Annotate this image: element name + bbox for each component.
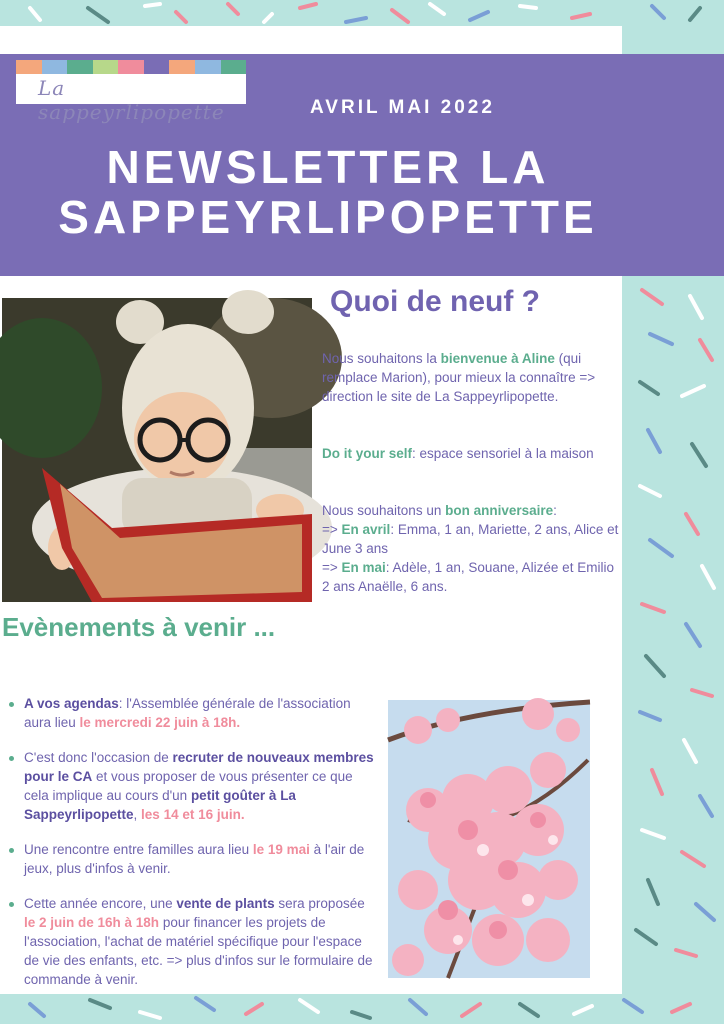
bullet-icon xyxy=(9,848,14,853)
diy-highlight: Do it your self xyxy=(322,446,413,461)
bullet-icon xyxy=(9,702,14,707)
recruit-text-2: et vous proposer de vous présenter ce que cela implique au cours d'un xyxy=(24,769,353,803)
list-item xyxy=(24,748,374,824)
title-line-2: SAPPEYRLIPOPETTE xyxy=(58,191,598,243)
birthday-highlight: bon anniversaire xyxy=(445,503,554,518)
birthday-text: Nous souhaitons un xyxy=(322,503,446,518)
bullet-icon xyxy=(9,902,14,907)
baby-reading-photo xyxy=(2,298,312,602)
logo-text: La sappeyrlipopette xyxy=(38,76,225,124)
gouter-highlight: petit goûter à La Sappeyrlipopette xyxy=(24,788,296,822)
cherry-blossom-photo xyxy=(388,700,590,978)
events-list xyxy=(24,694,374,1005)
recruit-text: C'est donc l'occasion de xyxy=(24,750,173,765)
meeting-text-2: à l'air de jeux, plus d'infos à venir. xyxy=(24,842,365,876)
recruit-text-3: , xyxy=(133,807,142,822)
issue-date: AVRIL MAI 2022 xyxy=(310,97,495,118)
recruit-highlight: recruter de nouveaux membres pour le CA xyxy=(24,750,374,784)
plants-text: Cette année encore, une xyxy=(24,896,177,911)
welcome-paragraph xyxy=(322,349,622,406)
agenda-text: : l'Assemblée générale de l'association aura lieu xyxy=(24,696,351,730)
plants-text-2: sera proposée xyxy=(274,896,365,911)
diy-paragraph xyxy=(322,444,622,463)
logo xyxy=(16,60,246,124)
welcome-highlight: bienvenue à Aline xyxy=(440,351,555,366)
logo-color-stripe xyxy=(16,60,246,74)
list-item xyxy=(24,840,374,878)
events-heading: Evènements à venir ... xyxy=(2,612,276,642)
april-arrow: => xyxy=(322,522,342,537)
may-names: : Adèle, 1 an, Souane, Alizée et Emilio 2 ans Anaëlle, 6 ans. xyxy=(322,560,614,594)
april-label: En avril xyxy=(341,522,391,537)
plants-highlight: vente de plants xyxy=(176,896,275,911)
april-names: : Emma, 1 an, Mariette, 2 ans, Alice et June 3 ans xyxy=(322,522,619,556)
plants-date: le 2 juin de 16h à 18h xyxy=(24,915,160,930)
birthday-colon: : xyxy=(553,503,557,518)
gouter-dates: les 14 et 16 juin. xyxy=(141,807,245,822)
plants-text-3: pour financer les projets de l'association, l'achat de matériel spécifique pour l'espace de vie des enfants, etc. => plus d'infos sur le formulaire de commande à venir. xyxy=(24,915,373,987)
list-item xyxy=(24,894,374,989)
title-line-1: NEWSLETTER LA xyxy=(106,141,550,193)
welcome-text: Nous souhaitons la xyxy=(322,351,441,366)
newsletter-title xyxy=(28,142,628,242)
agenda-label: A vos agendas xyxy=(24,696,119,711)
bullet-icon xyxy=(9,756,14,761)
welcome-text-2: (qui remplace Marion), pour mieux la connaître => direction le site de La Sappeyrlipopette. xyxy=(322,351,596,404)
agenda-date: le mercredi 22 juin à 18h. xyxy=(79,715,241,730)
may-arrow: => xyxy=(322,560,342,575)
list-item xyxy=(24,694,374,732)
meeting-text: Une rencontre entre familles aura lieu xyxy=(24,842,253,857)
diy-text: : espace sensoriel à la maison xyxy=(412,446,594,461)
meeting-date: le 19 mai xyxy=(252,842,310,857)
news-heading: Quoi de neuf ? xyxy=(330,285,540,318)
may-label: En mai xyxy=(341,560,386,575)
birthday-paragraph xyxy=(322,501,622,596)
